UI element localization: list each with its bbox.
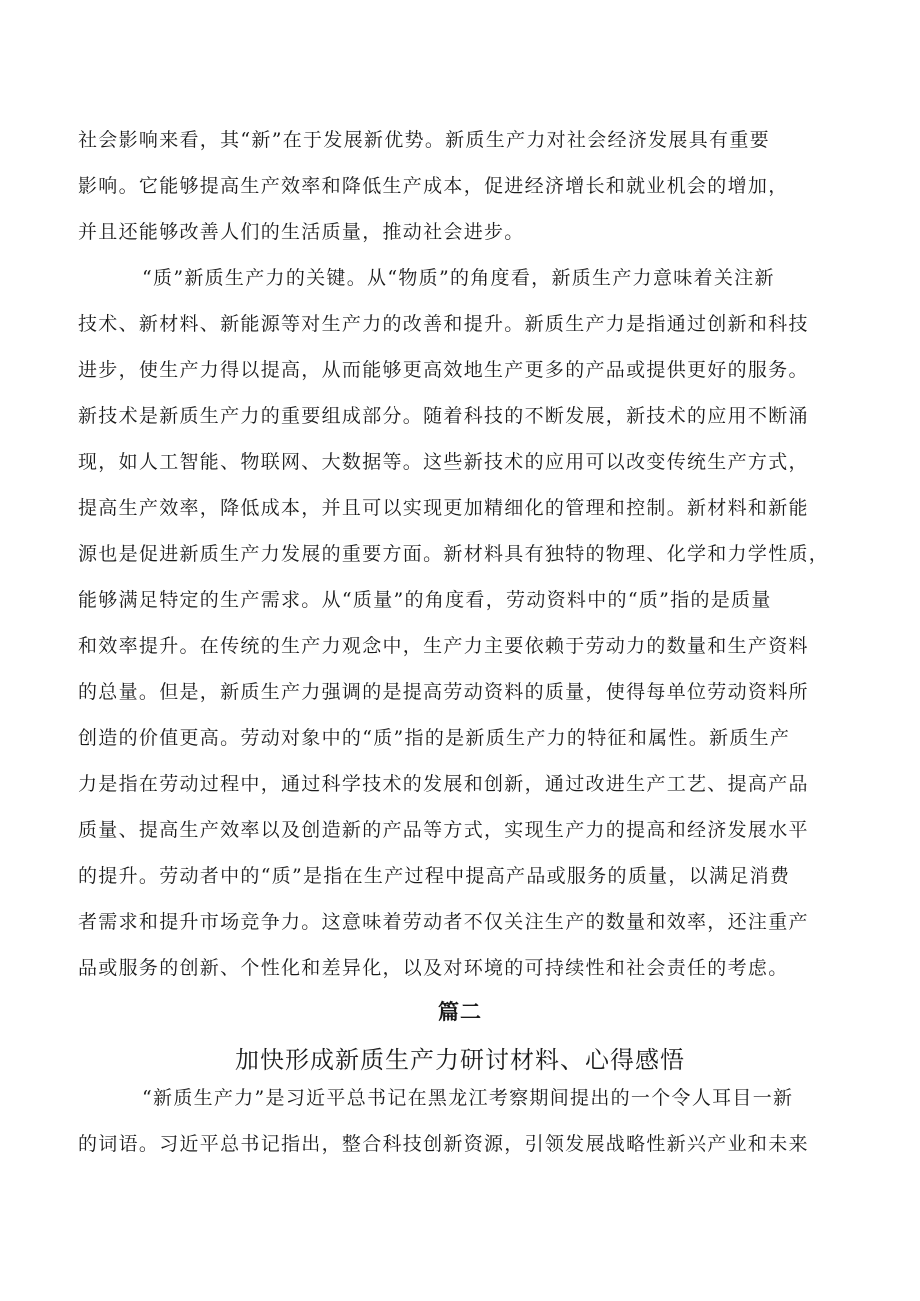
section-label: 篇二 bbox=[438, 1000, 482, 1024]
text-line: 能够满足特定的生产需求。从“质量”的角度看，劳动资料中的“质”指的是质量 bbox=[78, 589, 772, 611]
text-line: 现，如人工智能、物联网、大数据等。这些新技术的应用可以改变传统生产方式， bbox=[78, 451, 809, 473]
paragraph-first-line: “质”新质生产力的关键。从“物质”的角度看，新质生产力意味着关注新 bbox=[142, 267, 775, 289]
section-title: 加快形成新质生产力研讨材料、心得感悟 bbox=[235, 1046, 685, 1074]
text-line: 源也是促进新质生产力发展的重要方面。新材料具有独特的物理、化学和力学性质， bbox=[78, 543, 830, 565]
text-line: 技术、新材料、新能源等对生产力的改善和提升。新质生产力是指通过创新和科技 bbox=[78, 313, 809, 335]
text-line: 提高生产效率，降低成本，并且可以实现更加精细化的管理和控制。新材料和新能 bbox=[78, 497, 809, 519]
text-line: 社会影响来看，其“新”在于发展新优势。新质生产力对社会经济发展具有重要 bbox=[78, 129, 770, 151]
text-line: 力是指在劳动过程中，通过科学技术的发展和创新，通过改进生产工艺、提高产品 bbox=[78, 773, 809, 795]
text-line: 进步，使生产力得以提高，从而能够更高效地生产更多的产品或提供更好的服务。 bbox=[78, 359, 809, 381]
text-line: 新技术是新质生产力的重要组成部分。随着科技的不断发展，新技术的应用不断涌 bbox=[78, 405, 809, 427]
text-line: 者需求和提升市场竞争力。这意味着劳动者不仅关注生产的数量和效率，还注重产 bbox=[78, 911, 809, 933]
text-line: 和效率提升。在传统的生产力观念中，生产力主要依赖于劳动力的数量和生产资料 bbox=[78, 635, 809, 657]
text-line: 影响。它能够提高生产效率和降低生产成本，促进经济增长和就业机会的增加， bbox=[78, 175, 789, 197]
text-line: 品或服务的创新、个性化和差异化，以及对环境的可持续性和社会责任的考虑。 bbox=[78, 957, 789, 979]
text-line: 的词语。习近平总书记指出，整合科技创新资源，引领发展战略性新兴产业和未来 bbox=[78, 1133, 809, 1155]
text-line: 并且还能够改善人们的生活质量，推动社会进步。 bbox=[78, 221, 525, 243]
paragraph-first-line: “新质生产力”是习近平总书记在黑龙江考察期间提出的一个令人耳目一新 bbox=[142, 1087, 794, 1109]
text-line: 质量、提高生产效率以及创造新的产品等方式，实现生产力的提高和经济发展水平 bbox=[78, 819, 809, 841]
text-line: 创造的价值更高。劳动对象中的“质”指的是新质生产力的特征和属性。新质生产 bbox=[78, 727, 791, 749]
text-line: 的总量。但是，新质生产力强调的是提高劳动资料的质量，使得每单位劳动资料所 bbox=[78, 681, 809, 703]
text-line: 的提升。劳动者中的“质”是指在生产过程中提高产品或服务的质量，以满足消费 bbox=[78, 865, 791, 887]
